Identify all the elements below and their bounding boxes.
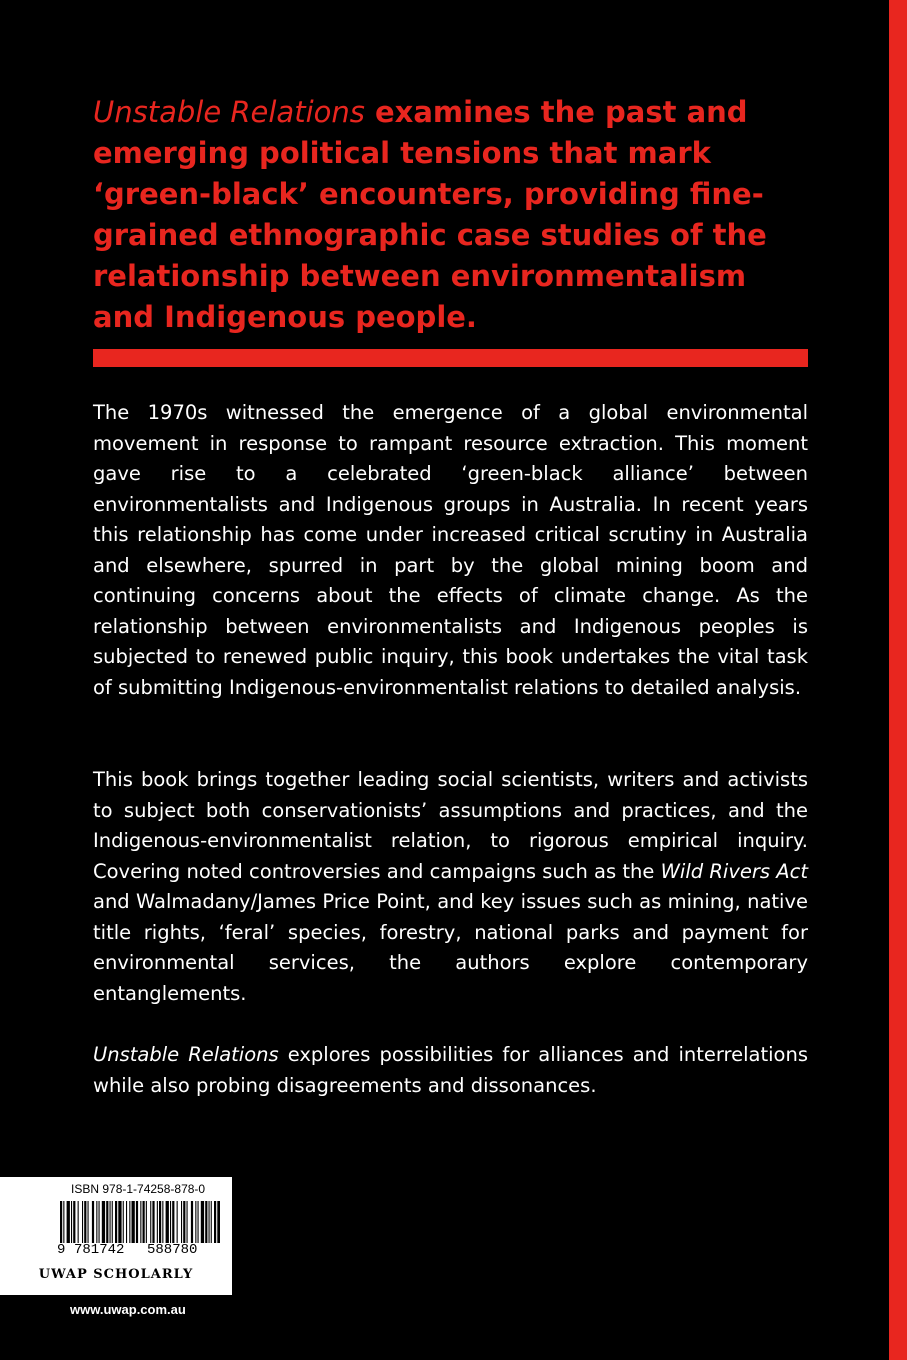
publisher-logo: UWAP SCHOLARLY xyxy=(38,1267,194,1282)
barcode-bar xyxy=(71,1201,72,1243)
blurb-title: Unstable Relations xyxy=(93,95,365,129)
barcode-bar xyxy=(106,1201,108,1243)
barcode-bar xyxy=(96,1201,97,1243)
barcode-bar xyxy=(195,1201,196,1243)
barcode-bar xyxy=(82,1201,83,1243)
barcode-bar xyxy=(115,1201,117,1243)
barcode xyxy=(60,1201,220,1243)
barcode-bar xyxy=(157,1201,158,1243)
barcode-bar xyxy=(92,1201,94,1243)
paragraph-3-text: explores possibilities for alliances and interrelations while also probing disagreements and dissonances. xyxy=(93,1043,809,1097)
barcode-bar xyxy=(112,1201,113,1243)
barcode-bar xyxy=(88,1201,89,1243)
barcode-bar xyxy=(177,1201,178,1243)
paragraph-2-italic: Wild Rivers Act xyxy=(660,859,808,883)
barcode-bar xyxy=(170,1201,171,1243)
barcode-bar xyxy=(60,1201,62,1243)
paragraph-2-part-a: This book brings together leading social scientists, writers and activists to subject both conservationists’ assumptions and practices, and the Indigenous-environmentalist relation, to rigorous empirical inquiry. Covering noted controversies and campaigns such as the xyxy=(93,768,808,883)
barcode-bar xyxy=(73,1201,75,1243)
barcode-bar xyxy=(191,1201,193,1243)
barcode-bar xyxy=(201,1201,204,1243)
barcode-bar xyxy=(84,1201,86,1243)
red-divider xyxy=(93,349,808,367)
blurb-text: examines the past and emerging political tensions that mark ‘green-black’ encounters, providing fine-grained ethnographic case studies of the relationship between environmentalism and Indigenous people. xyxy=(93,95,767,334)
paragraph-1: The 1970s witnessed the emergence of a global environmental movement in response to rampant resource extraction. This moment gave rise to a celebrated ‘green-black alliance’ between environmentalists and Indigenous groups in Australia. In recent years this relationship has come under increased critical scrutiny in Australia and elsewhere, spurred in part by the global mining boom and continuing concerns about the effects of climate change. As the relationship between environmentalists and Indigenous peoples is subjected to renewed public inquiry, this book undertakes the vital task of submitting Indigenous-environmentalist relations to detailed analysis. xyxy=(93,401,808,699)
paragraph-3 xyxy=(93,1040,808,1101)
spine-red-band xyxy=(889,0,907,1360)
barcode-bar xyxy=(102,1201,105,1243)
barcode-bar xyxy=(67,1201,70,1243)
isbn-box xyxy=(0,1177,232,1295)
barcode-bar xyxy=(172,1201,174,1243)
paragraph-2 xyxy=(93,765,808,1009)
barcode-bar xyxy=(78,1201,79,1243)
barcode-digits-left: 781742 xyxy=(74,1242,125,1258)
barcode-bar xyxy=(183,1201,185,1243)
barcode-bar xyxy=(146,1201,147,1243)
barcode-bar xyxy=(187,1201,188,1243)
barcode-bar xyxy=(136,1201,138,1243)
barcode-bar xyxy=(209,1201,210,1243)
barcode-bar xyxy=(123,1201,124,1243)
barcode-bar xyxy=(132,1201,135,1243)
barcode-bar xyxy=(198,1201,199,1243)
barcode-bar xyxy=(162,1201,163,1243)
paragraph-2-part-b: and Walmadany/James Price Point, and key issues such as mining, native title rights, ‘feral’ species, forestry, national parks and payment for environmental services, the authors explore contemporary entanglements. xyxy=(93,890,808,1005)
barcode-bar xyxy=(214,1201,216,1243)
barcode-bar xyxy=(99,1201,100,1243)
barcode-bar xyxy=(110,1201,111,1243)
barcode-bar xyxy=(205,1201,207,1243)
barcode-bar xyxy=(217,1201,220,1243)
website-url: www.uwap.com.au xyxy=(70,1302,186,1317)
barcode-bar xyxy=(166,1201,169,1243)
barcode-bar xyxy=(181,1201,182,1243)
barcode-bar xyxy=(150,1201,151,1243)
paragraph-3-italic: Unstable Relations xyxy=(93,1043,279,1066)
barcode-bar xyxy=(129,1201,130,1243)
barcode-bar xyxy=(143,1201,145,1243)
isbn-label: ISBN 978-1-74258-878-0 xyxy=(71,1182,206,1196)
barcode-bar xyxy=(211,1201,212,1243)
barcode-bar xyxy=(159,1201,161,1243)
barcode-bar xyxy=(126,1201,127,1243)
barcode-digit-first: 9 xyxy=(57,1242,66,1258)
barcode-bar xyxy=(63,1201,64,1243)
barcode-bar xyxy=(140,1201,141,1243)
barcode-digits-right: 588780 xyxy=(147,1242,198,1258)
barcode-bar xyxy=(118,1201,121,1243)
blurb-headline xyxy=(93,92,793,338)
barcode-bar xyxy=(152,1201,154,1243)
